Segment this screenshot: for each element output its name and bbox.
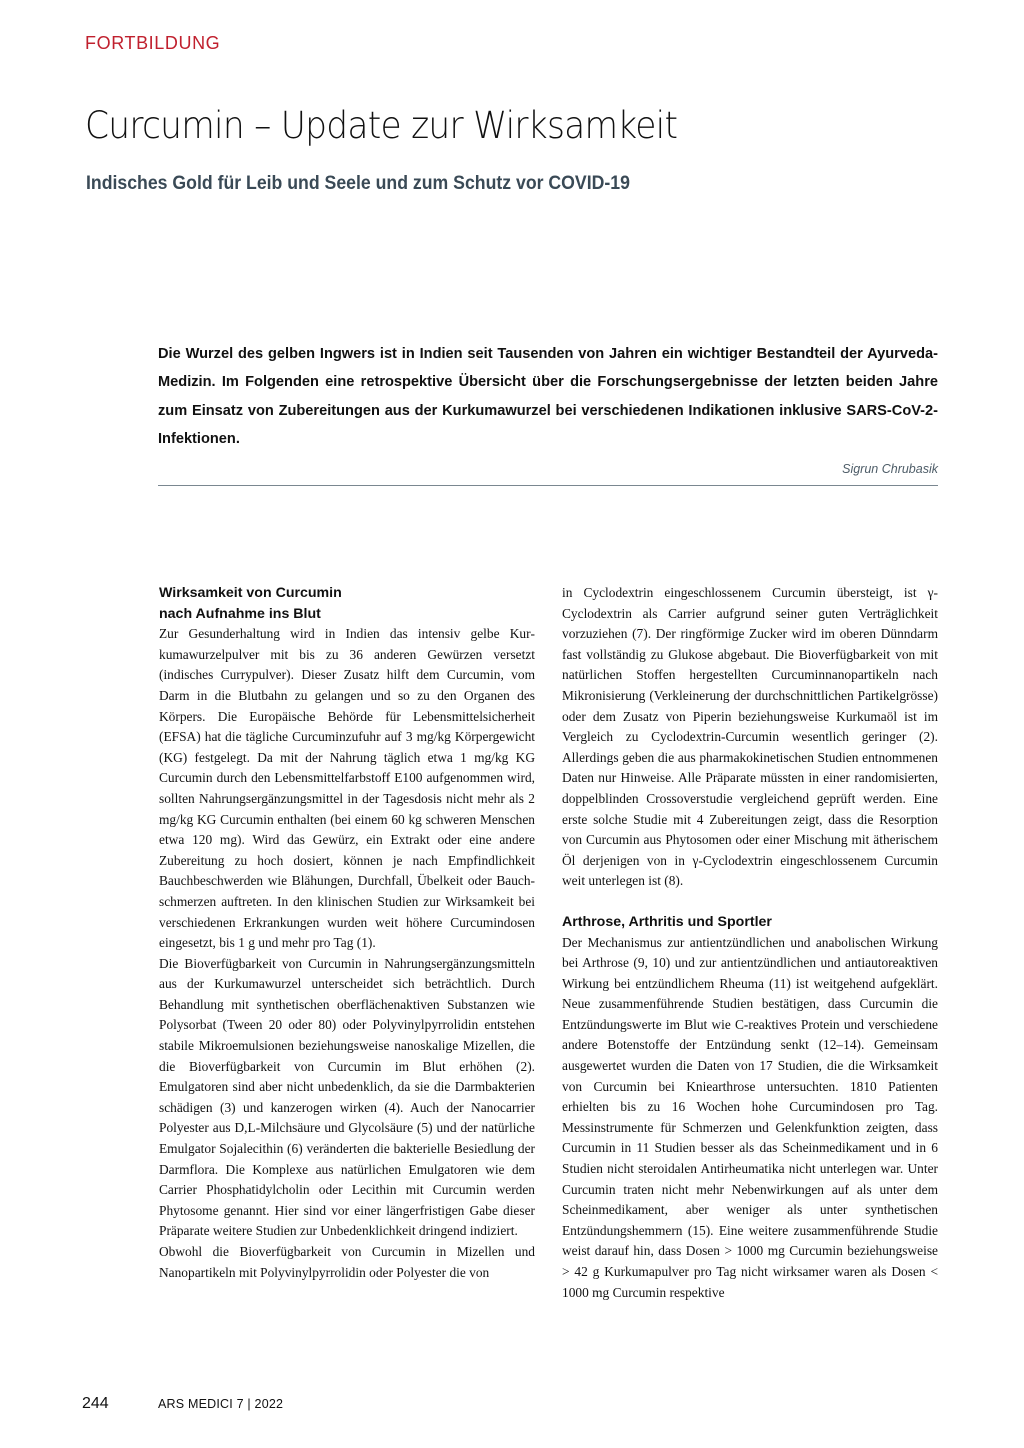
section-heading-wirksamkeit (159, 583, 535, 624)
page-number: 244 (82, 1395, 109, 1412)
body-paragraph: in Cyclodextrin eingeschlossenem Curcumin übersteigt, ist γ-Cyclodextrin als Carrier aufgrund seiner guten Verträglichkeit vorzuziehen (7). Der ringförmige Zucker wird im oberen Dünndarm fast vollständig zu Glukose abgebaut. Die Bioverfügbarkeit von mit natürlichen Stoffen hergestellten Curcuminnanopartikeln nach Mikronisierung (Verkleinerung der durchschnittlichen Partikelgrösse) oder dem Zusatz von Piperin beziehungsweise Kurkumaöl ist im Vergleich zu Cyclodextrin-Curcumin wesentlich geringer (2). Allerdings geben die aus pharmakokinetischen Studien entnommenen Daten nur Hinweise. Alle Präparate müssten in einer randomisierten, doppelblinden Crossoverstudie vergleichend geprüft werden. Eine erste solche Studie mit 4 Zubereitungen zeigt, dass die Resorption von Curcumin aus Phytosomen oder einer Mischung mit ätherischem Öl derjenigen von in γ-Cyclodextrin eingeschlossenem Curcumin weit unterlegen ist (8). (562, 585, 938, 889)
section-heading-arthrose: Arthrose, Arthritis und Sportler (562, 913, 772, 930)
author-name: Sigrun Chrubasik (842, 462, 938, 476)
article-subtitle: Indisches Gold für Leib und Seele und zum Schutz vor COVID-19 (86, 173, 630, 194)
right-column (562, 583, 938, 1303)
left-column (159, 583, 535, 1283)
body-paragraph: Die Bioverfügbarkeit von Curcumin in Nahrungsergänzungsmitteln aus der Kurkumawurzel unterscheidet sich beträchtlich. Durch Behandlung mit synthetischen oberflächenaktiven Substanzen wie Polysorbat (Tween 20 oder 80) oder Polyvinylpyrrolidin entstehen stabile Mikroemulsionen beziehungsweise nanoskalige Mizellen, die die Bioverfügbarkeit von Curcumin im Blut erhöhen (2). Emulgatoren sind aber nicht unbedenklich, da sie die Darmbakterien schädigen (3) und kanzerogen wirken (4). Auch der Nanocarrier Polyester aus D,L-Milchsäure und Glycolsäure (5) und der natürliche Emulgator Sojalecithin (6) veränderten die bakterielle Besiedlung der Darmflora. Die Komplexe aus natürlichen Emulgatoren wie dem Carrier Phosphatidylcholin oder Lecithin mit Curcumin werden Phytosome genannt. Hier sind vor einer längerfristigen Gabe dieser Präparate weitere Studien zur Unbedenklichkeit dringend indiziert. (159, 955, 535, 1239)
journal-issue: ARS MEDICI 7 | 2022 (158, 1397, 284, 1411)
article-title: Curcumin – Update zur Wirksamkeit (85, 104, 678, 147)
heading-line-1: Wirksamkeit von Curcumin (159, 585, 342, 601)
body-paragraph: Der Mechanismus zur antientzündlichen und anabolischen Wirkung bei Arthrose (9, 10) und zur antientzündlichen und antiautoreaktiven Wirkung bei entzündlichem Rheuma (11) ist weitgehend aufgeklärt. Neue zusammenführende Studien bestätigen, dass Curcumin die Entzündungswerte im Blut wie C-reaktives Protein und verschiedene andere Botenstoffe der Entzündung senkt (12–14). Gemeinsam ausgewertet wurden die Daten von 17 Studien, die die Wirksamkeit von Curcumin bei Kniearthrose untersuchten. 1810 Patienten erhielten bis zu 16 Wochen hohe Curcumindosen pro Tag. Messinstrumente für Schmerzen und Gelenkfunktion zeigten, dass Curcumin in 11 Studien besser als das Scheinmedikament und in 6 Studien nicht steroidalen Antirheumatika nicht unterlegen war. Unter Curcumin traten nicht mehr Nebenwirkungen auf als unter dem Scheinmedikament, aber weniger als unter synthetischen Entzündungshemmern (15). Eine weitere zusammenführende Studie weist darauf hin, dass Dosen > 1000 mg Curcumin beziehungsweise > 42 g Kurkumapulver pro Tag nicht wirksamer waren als Dosen < 1000 mg Curcumin respektive (562, 934, 938, 1300)
section-label: FORTBILDUNG (85, 33, 221, 53)
lead-paragraph: Die Wurzel des gelben Ingwers ist in Indien seit Tausenden von Jahren ein wichtiger Bestandteil der Ayurveda-Medizin. Im Folgenden eine retrospektive Übersicht über die Forschungsergebnisse der letzten beiden Jahre zum Einsatz von Zubereitungen aus der Kurkumawurzel bei verschiedenen Indikationen inklusive SARS-CoV-2-Infektionen. (158, 346, 938, 448)
divider (158, 485, 938, 486)
heading-line-2: nach Aufnahme ins Blut (159, 605, 321, 622)
body-paragraph: Zur Gesunderhaltung wird in Indien das intensiv gelbe Kurkumawurzelpulver mit bis zu 36 anderen Gewürzen versetzt (indisches Currypulver). Dieser Zusatz hilft dem Curcumin, vom Darm in die Blutbahn zu gelangen und so zu den Organen des Körpers. Die Europäische Behörde für Lebensmittelsicherheit (EFSA) hat die tägliche Curcuminzufuhr auf 3 mg/kg Körpergewicht (KG) festgelegt. Da mit der Nahrung täglich etwa 1 mg/kg KG Curcumin durch den Lebensmittelfarbstoff E100 aufgenommen wird, sollten Nahrungsergänzungsmittel in der Tagesdosis nicht mehr als 2 mg/kg KG Curcumin enthalten (bei einem 60 kg schweren Menschen etwa 120 mg). Wird das Gewürz, ein Extrakt oder eine andere Zubereitung zu hoch dosiert, können je nach Empfindlichkeit Bauchbeschwerden wie Blähungen, Durchfall, Übelkeit oder Bauchschmerzen auftreten. In den klinischen Studien zur Wirksamkeit bei verschiedenen Erkrankungen wurden weit höhere Curcumindosen eingesetzt, bis 1 g und mehr pro Tag (1). (159, 626, 535, 951)
body-paragraph: Obwohl die Bioverfügbarkeit von Curcumin in Mizellen und Nanopartikeln mit Polyvinylpyrrolidin oder Polyester die von (159, 1244, 535, 1280)
